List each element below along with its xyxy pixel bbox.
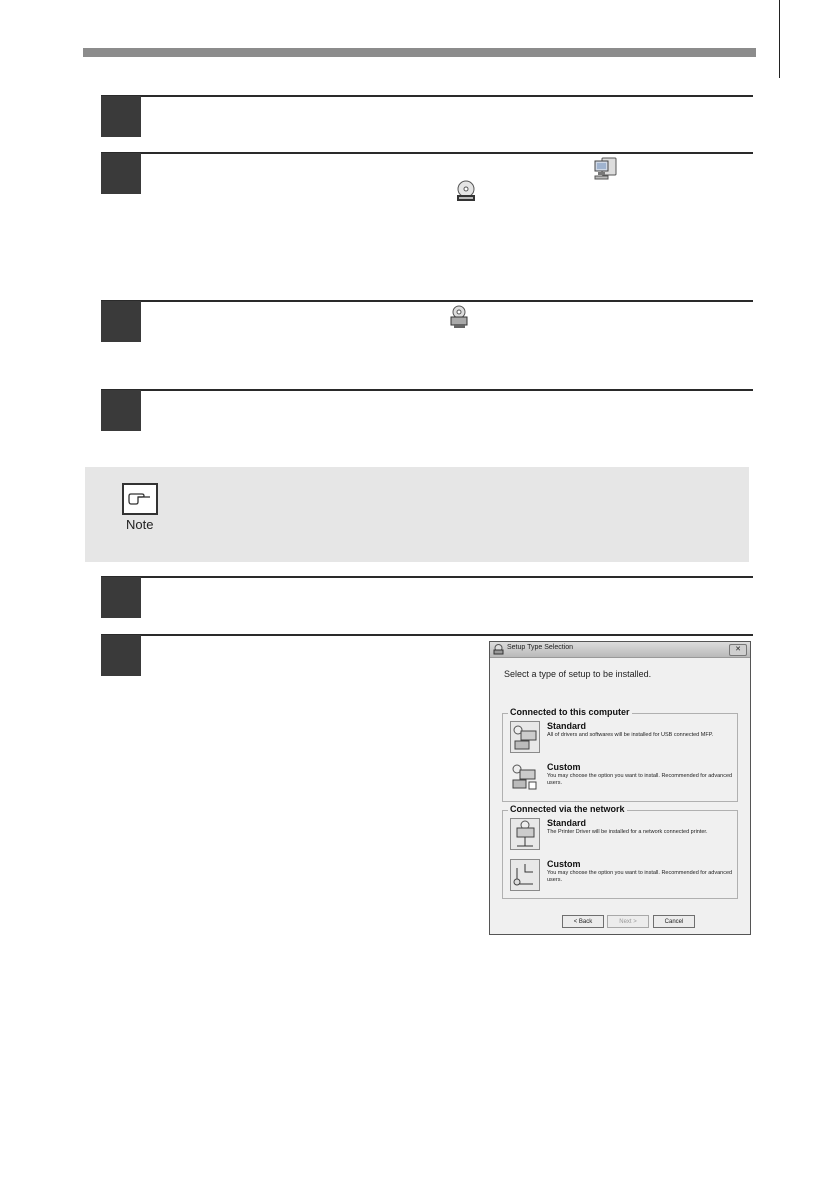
note-pointing-hand-icon [122, 483, 158, 515]
step-4-number-box [101, 390, 141, 431]
local-standard-button[interactable] [510, 721, 540, 753]
step-5-number-box [101, 577, 141, 618]
option-network-standard[interactable] [510, 818, 734, 852]
close-button[interactable]: ✕ [729, 644, 747, 656]
step-5-rule [101, 576, 753, 578]
note-label: Note [126, 517, 154, 532]
group-connected-network [502, 804, 738, 899]
step-1-rule [101, 95, 753, 97]
page-edge-mark [779, 0, 780, 78]
network-standard-button[interactable] [510, 818, 540, 850]
option-name: Standard [547, 818, 587, 828]
my-computer-icon [593, 157, 619, 181]
dialog-prompt: Select a type of setup to be installed. [504, 669, 652, 679]
option-name: Custom [547, 762, 581, 772]
dialog-title-bar [490, 642, 750, 658]
printer-icon [511, 722, 539, 752]
setup-type-selection-dialog [489, 641, 751, 935]
step-2-number-box [101, 153, 141, 194]
step-3-number-box [101, 301, 141, 342]
option-network-custom[interactable] [510, 859, 734, 893]
option-name: Standard [547, 721, 587, 731]
network-printer-icon [511, 819, 539, 849]
option-local-custom[interactable] [510, 762, 734, 796]
network-custom-icon [511, 860, 539, 890]
header-bar [83, 48, 756, 57]
step-6-number-box [101, 635, 141, 676]
dialog-title: Setup Type Selection [507, 644, 574, 651]
option-description: The Printer Driver will be installed for a network connected printer. [547, 829, 708, 835]
cd-rom-icon [455, 180, 477, 202]
step-4-rule [101, 389, 753, 391]
setup-icon [448, 304, 470, 330]
option-description: You may choose the option you want to install. Recommended for advanced users. [547, 773, 733, 786]
cancel-button[interactable]: Cancel [653, 915, 695, 928]
back-button[interactable]: < Back [562, 915, 604, 928]
setup-icon [493, 644, 504, 655]
option-description: All of drivers and softwares will be installed for USB connected MFP. [547, 732, 714, 738]
option-description: You may choose the option you want to install. Recommended for advanced users. [547, 870, 733, 883]
step-2-rule [101, 152, 753, 154]
group-connected-computer [502, 707, 738, 802]
network-custom-button[interactable] [510, 859, 540, 891]
option-local-standard[interactable] [510, 721, 734, 755]
step-3-rule [101, 300, 753, 302]
custom-printer-icon [510, 762, 538, 792]
option-name: Custom [547, 859, 581, 869]
note-box [85, 467, 749, 562]
next-button[interactable]: Next > [607, 915, 649, 928]
step-1-number-box [101, 96, 141, 137]
local-custom-button[interactable] [510, 762, 540, 794]
group-title: Connected to this computer [510, 707, 630, 717]
group-title: Connected via the network [510, 804, 625, 814]
step-6-rule [101, 634, 753, 636]
